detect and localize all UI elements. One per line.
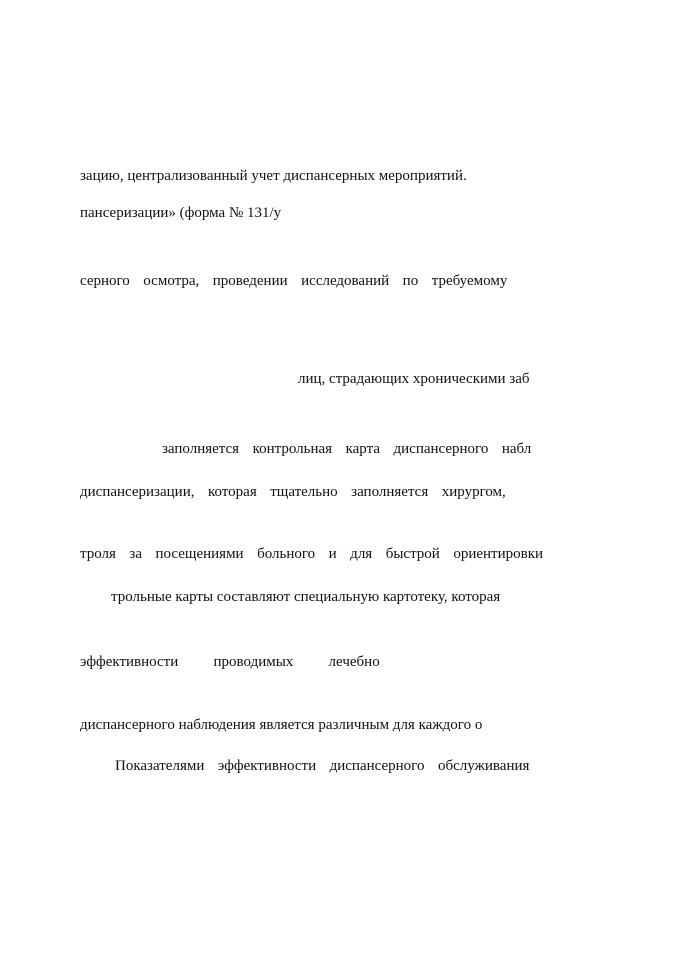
text-line-11: Показателями эффективности диспансерного обслуживания	[115, 758, 530, 774]
text-line-1: зацию, централизованный учет диспансерных мероприятий.	[80, 168, 467, 184]
text-line-4: лиц, страдающих хроническими заб	[298, 371, 530, 387]
text-line-3: серного осмотра, проведении исследований по требуемому	[80, 273, 508, 289]
text-line-8: трольные карты составляют специальную картотеку, которая	[111, 589, 501, 605]
text-line-6: диспансеризации, которая тщательно заполняется хирургом,	[80, 484, 506, 500]
text-line-7: троля за посещениями больного и для быстрой ориентировки	[80, 546, 544, 562]
text-line-9: эффективности проводимых лечебно	[80, 654, 380, 670]
text-line-10: диспансерного наблюдения является различным для каждого о	[80, 717, 483, 733]
text-line-5: заполняется контрольная карта диспансерного набл	[162, 441, 532, 457]
text-line-2: пансеризации» (форма № 131/у	[80, 205, 282, 221]
